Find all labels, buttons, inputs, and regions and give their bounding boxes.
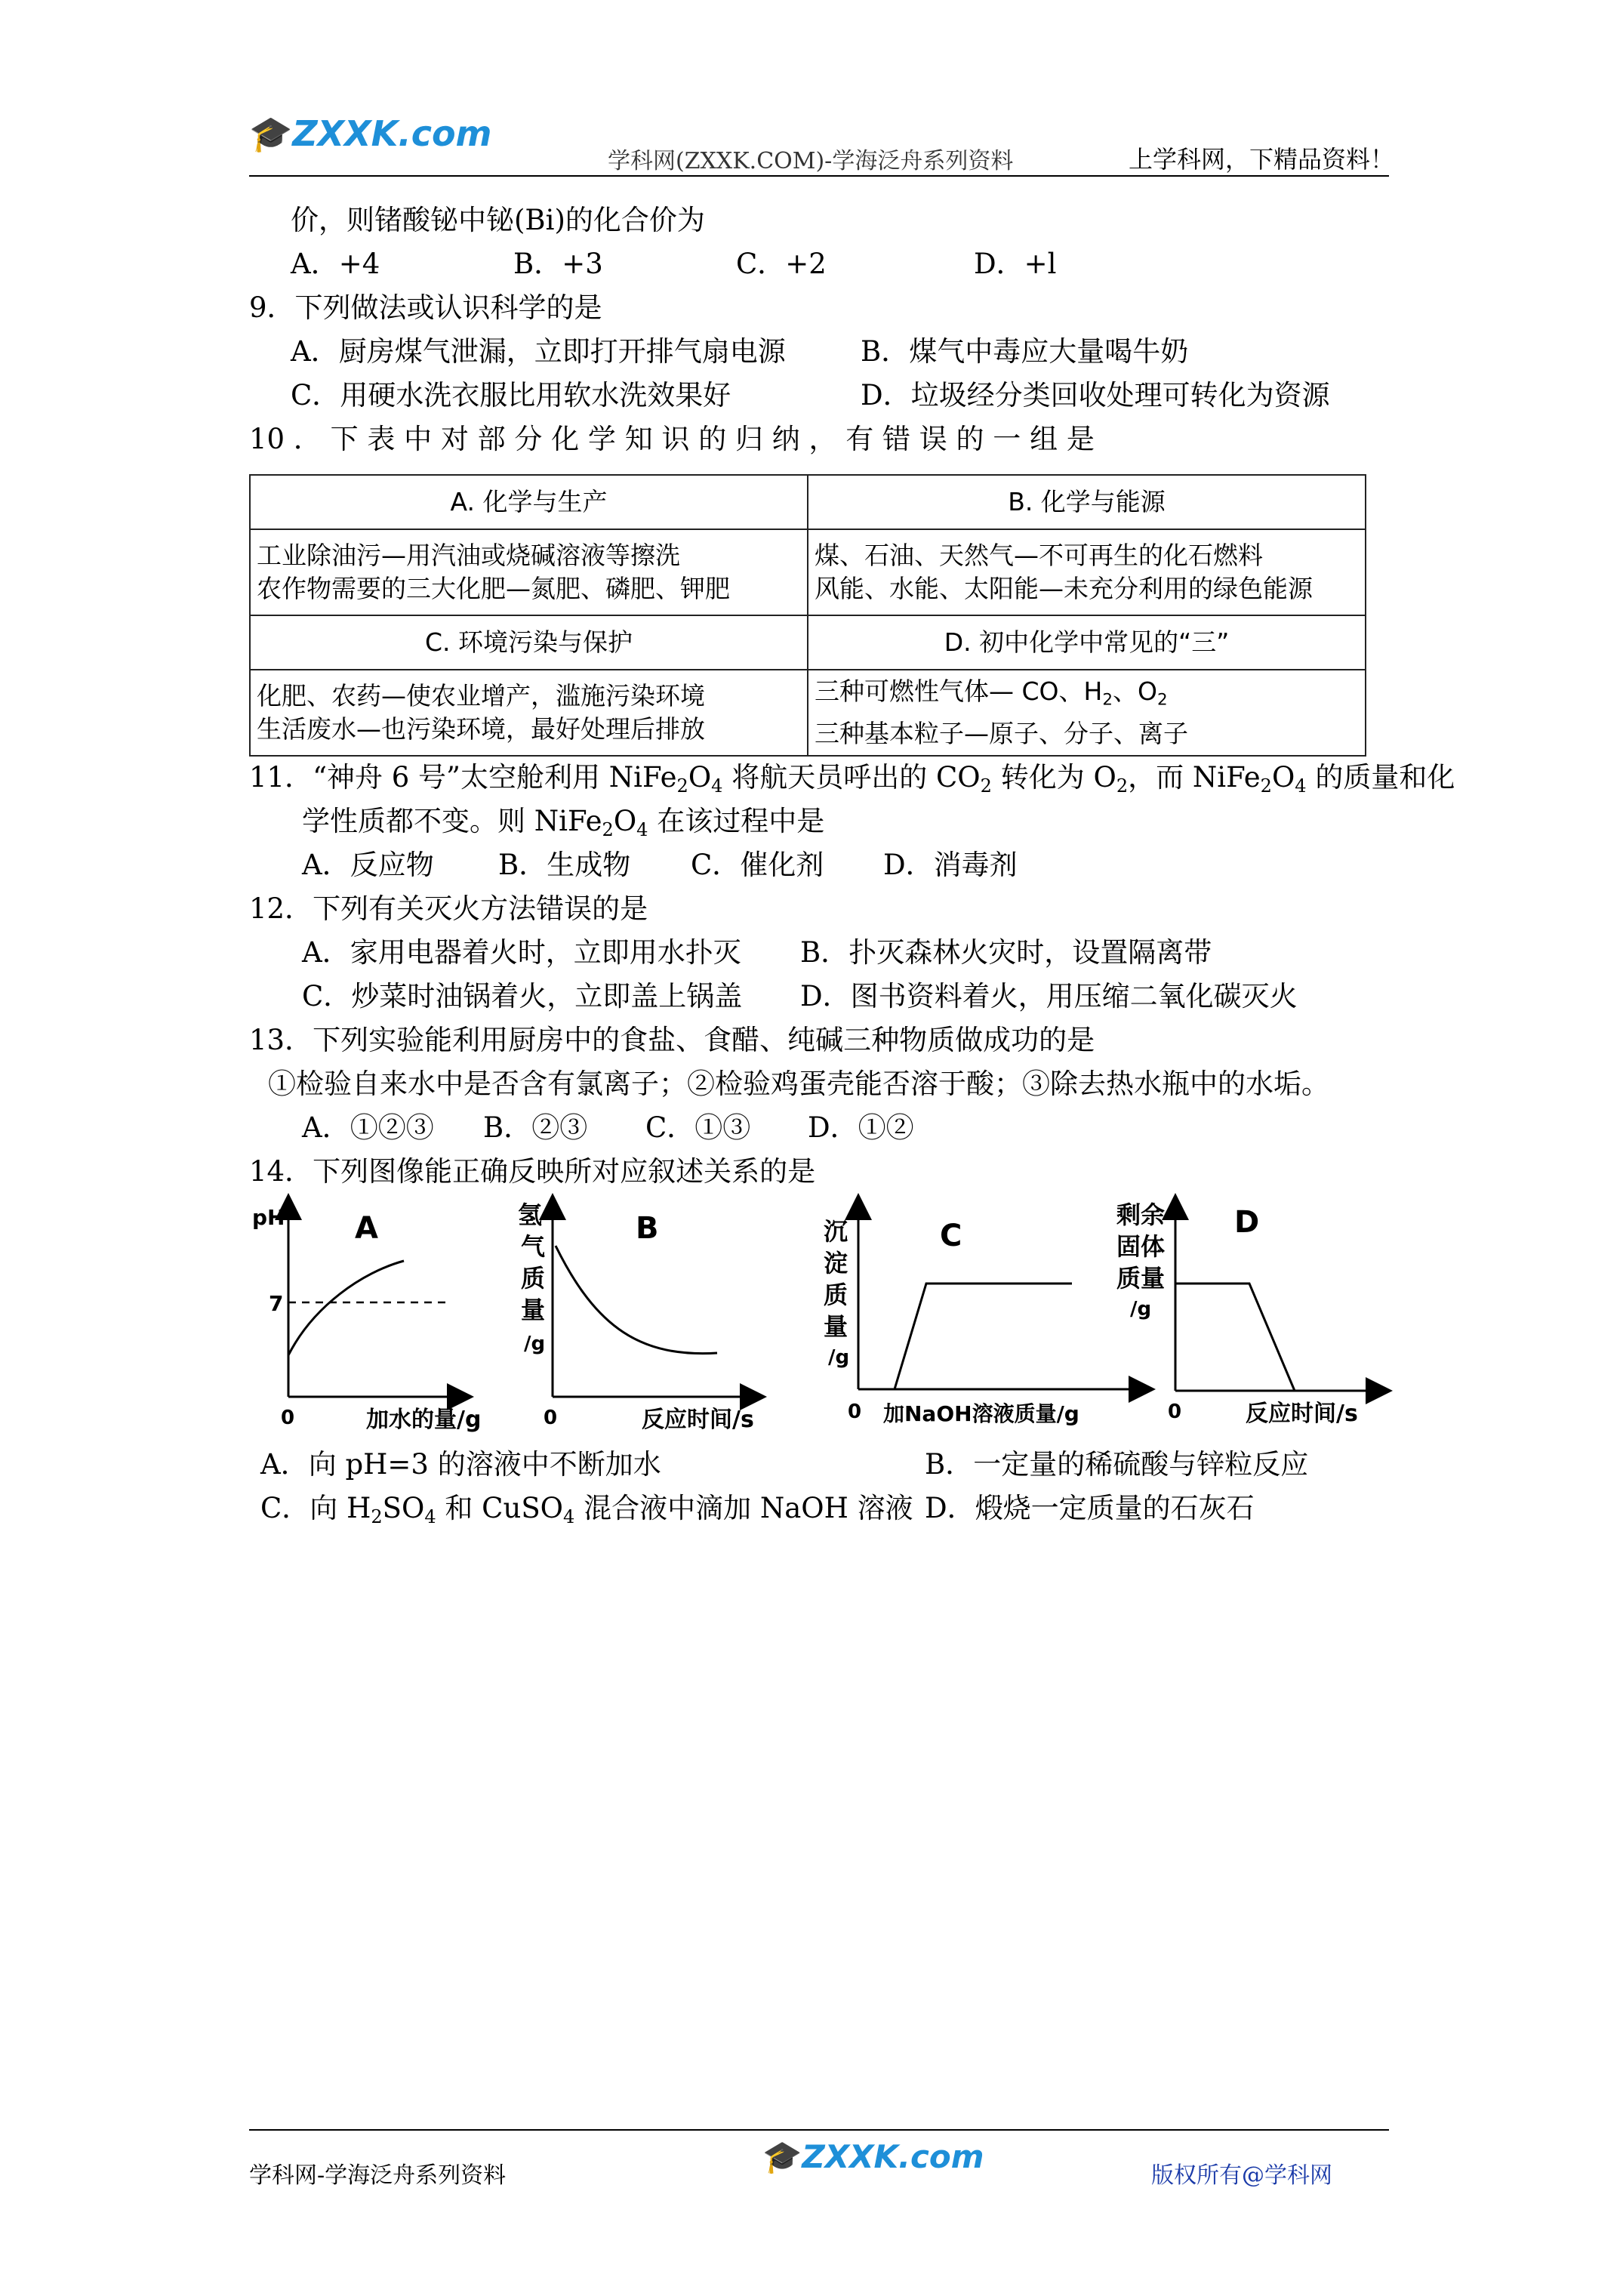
table-d-line2: 三种基本粒子—原子、分子、离子	[815, 718, 1188, 748]
q9-opt-d: D．垃圾经分类回收处理可转化为资源	[861, 379, 1330, 411]
graph-d-ylabel-1: 剩余	[1116, 1200, 1166, 1229]
footer-right-link[interactable]: 版权所有@学科网	[1151, 2162, 1332, 2189]
graph-c-ylabel-4: 量	[824, 1312, 848, 1341]
table-head-d: D. 初中化学中常见的“三”	[808, 615, 1366, 670]
graph-c-line	[895, 1284, 1072, 1389]
q11-opt-d: D．消毒剂	[883, 849, 1018, 881]
graph-c-ylabel-2: 淀	[824, 1249, 848, 1277]
q9-opt-b: B．煤气中毒应大量喝牛奶	[861, 335, 1189, 368]
table-head-b: B. 化学与能源	[808, 475, 1366, 529]
footer-left: 学科网-学海泛舟系列资料	[249, 2162, 507, 2189]
table-head-a: A. 化学与生产	[250, 475, 808, 529]
graph-a-xlabel: 加水的量/g	[366, 1407, 482, 1433]
q12-stem: 12．下列有关灭火方法错误的是	[249, 892, 648, 925]
q11-line1: 11．“神舟 6 号”太空舱利用 $NiFe_2O_4$ 将航天员呼出的 $CO_2$ 转化为 $O_2$，而 $NiFe_2O_4$ 的质量和化	[249, 761, 1455, 797]
graph-b-ylabel-4: 量	[521, 1296, 546, 1324]
graph-d-ylabel-3: 质量	[1116, 1264, 1166, 1293]
q14-opt-b: B．一定量的稀硫酸与锌粒反应	[925, 1448, 1309, 1481]
knowledge-table	[249, 474, 1366, 757]
table-cell-d	[808, 670, 1366, 756]
q8-opt-d: D．+l	[974, 248, 1057, 280]
graph-b-ylabel-2: 气	[521, 1232, 546, 1261]
table-b-line1: 煤、石油、天然气—不可再生的化石燃料	[815, 541, 1263, 570]
q14-stem: 14．下列图像能正确反映所对应叙述关系的是	[249, 1155, 816, 1188]
graph-d-ylabel-4: /g	[1130, 1298, 1152, 1321]
header-right: 上学科网，下精品资料！	[1129, 145, 1395, 174]
graph-d	[1113, 1193, 1389, 1442]
q9-opt-c: C．用硬水洗衣服比用软水洗效果好	[291, 379, 731, 411]
footer-logo: 🎓ZXXK.com	[762, 2138, 984, 2175]
graph-d-origin: 0	[1168, 1401, 1182, 1423]
table-cell-c	[250, 670, 808, 756]
q13-stem: 13．下列实验能利用厨房中的食盐、食醋、纯碱三种物质做成功的是	[249, 1024, 1095, 1056]
graph-a-ylabel: pH	[252, 1205, 285, 1230]
q13-detail: ①检验自来水中是否含有氯离子；②检验鸡蛋壳能否溶于酸；③除去热水瓶中的水垢。	[268, 1068, 1329, 1100]
graph-c-origin: 0	[848, 1401, 862, 1423]
q12-opt-d: D．图书资料着火，用压缩二氧化碳灭火	[800, 980, 1298, 1012]
table-cell-b	[808, 529, 1366, 615]
graph-c	[819, 1193, 1151, 1442]
table-a-line2: 农作物需要的三大化肥—氮肥、磷肥、钾肥	[257, 574, 730, 603]
header-center: 学科网(ZXXK.COM)-学海泛舟系列资料	[608, 148, 1014, 174]
q13-opt-d: D．①②	[808, 1111, 914, 1144]
q9-opt-a: A．厨房煤气泄漏，立即打开排气扇电源	[291, 335, 786, 368]
graph-b-ylabel-3: 质	[521, 1264, 546, 1293]
graph-b-xlabel: 反应时间/s	[642, 1407, 754, 1433]
q11-opt-b: B．生成物	[498, 849, 631, 881]
graph-d-letter: D	[1234, 1205, 1260, 1240]
q14-opt-d: D．煅烧一定质量的石灰石	[925, 1492, 1255, 1524]
graph-c-ylabel-3: 质	[824, 1281, 848, 1309]
graph-a	[249, 1200, 482, 1442]
q14-opt-a: A．向 pH=3 的溶液中不断加水	[260, 1448, 661, 1481]
q12-opt-a: A．家用电器着火时，立即用水扑灭	[302, 936, 741, 969]
table-a-line1: 工业除油污—用汽油或烧碱溶液等擦洗	[257, 541, 680, 570]
footer-mortarboard-icon: 🎓	[762, 2138, 802, 2175]
q8-opt-b: B．+3	[513, 248, 603, 280]
q8-opt-a: A．+4	[291, 248, 380, 280]
table-b-line2: 风能、水能、太阳能—未充分利用的绿色能源	[815, 574, 1313, 603]
graph-d-ylabel-2: 固体	[1116, 1232, 1166, 1261]
q13-opt-a: A．①②③	[302, 1111, 434, 1144]
q13-opt-b: B．②③	[483, 1111, 588, 1144]
graph-b-ylabel-1: 氢	[518, 1200, 543, 1229]
graph-a-origin: 0	[281, 1407, 295, 1429]
header-rule	[249, 175, 1389, 177]
graph-b-origin: 0	[544, 1407, 558, 1429]
table-head-c: C. 环境污染与保护	[250, 615, 808, 670]
q13-opt-c: C．①③	[645, 1111, 751, 1144]
table-c-line1: 化肥、农药—使农业增产，滥施污染环境	[257, 681, 705, 710]
graph-d-line	[1175, 1284, 1295, 1391]
graph-a-tick-7: 7	[269, 1291, 284, 1316]
table-c-line2: 生活废水—也污染环境，最好处理后排放	[257, 714, 705, 744]
graph-b-ylabel-5: /g	[524, 1333, 546, 1355]
mortarboard-icon: 🎓	[249, 113, 293, 154]
q8-opt-c: C．+2	[736, 248, 827, 280]
graph-c-xlabel: 加NaOH溶液质量/g	[883, 1401, 1079, 1426]
graph-a-curve	[288, 1261, 404, 1355]
q11-line2: 学性质都不变。则 $NiFe_2O_4$ 在该过程中是	[302, 805, 825, 841]
graph-b	[513, 1193, 762, 1442]
footer-rule	[249, 2129, 1389, 2131]
graph-c-letter: C	[940, 1219, 962, 1253]
table-d-line1: 三种可燃性气体— CO、$H_2$、$O_2$	[815, 676, 1168, 710]
q11-opt-c: C．催化剂	[691, 849, 824, 881]
q12-opt-c: C．炒菜时油锅着火，立即盖上锅盖	[302, 980, 743, 1012]
q10-stem: 10 ． 下 表 中 对 部 分 化 学 知 识 的 归 纳 ， 有 错 误 的 一 组 是	[249, 423, 1095, 455]
graph-b-curve	[556, 1246, 717, 1354]
graph-a-letter: A	[355, 1211, 378, 1246]
graph-d-xlabel: 反应时间/s	[1246, 1401, 1358, 1427]
q14-opt-c: C．向 $H_2SO_4$ 和 CuSO$_4$ 混合液中滴加 NaOH 溶液	[260, 1492, 913, 1528]
q12-opt-b: B．扑灭森林火灾时，设置隔离带	[800, 936, 1212, 969]
graph-c-ylabel-1: 沉	[824, 1217, 848, 1246]
q8-text: 价，则锗酸铋中铋(Bi)的化合价为	[291, 204, 705, 236]
header-logo: 🎓ZXXK.com	[249, 113, 492, 154]
table-cell-a	[250, 529, 808, 615]
graph-b-letter: B	[636, 1211, 659, 1246]
q9-stem: 9．下列做法或认识科学的是	[249, 291, 602, 324]
q11-opt-a: A．反应物	[302, 849, 434, 881]
graph-c-ylabel-5: /g	[828, 1346, 850, 1369]
